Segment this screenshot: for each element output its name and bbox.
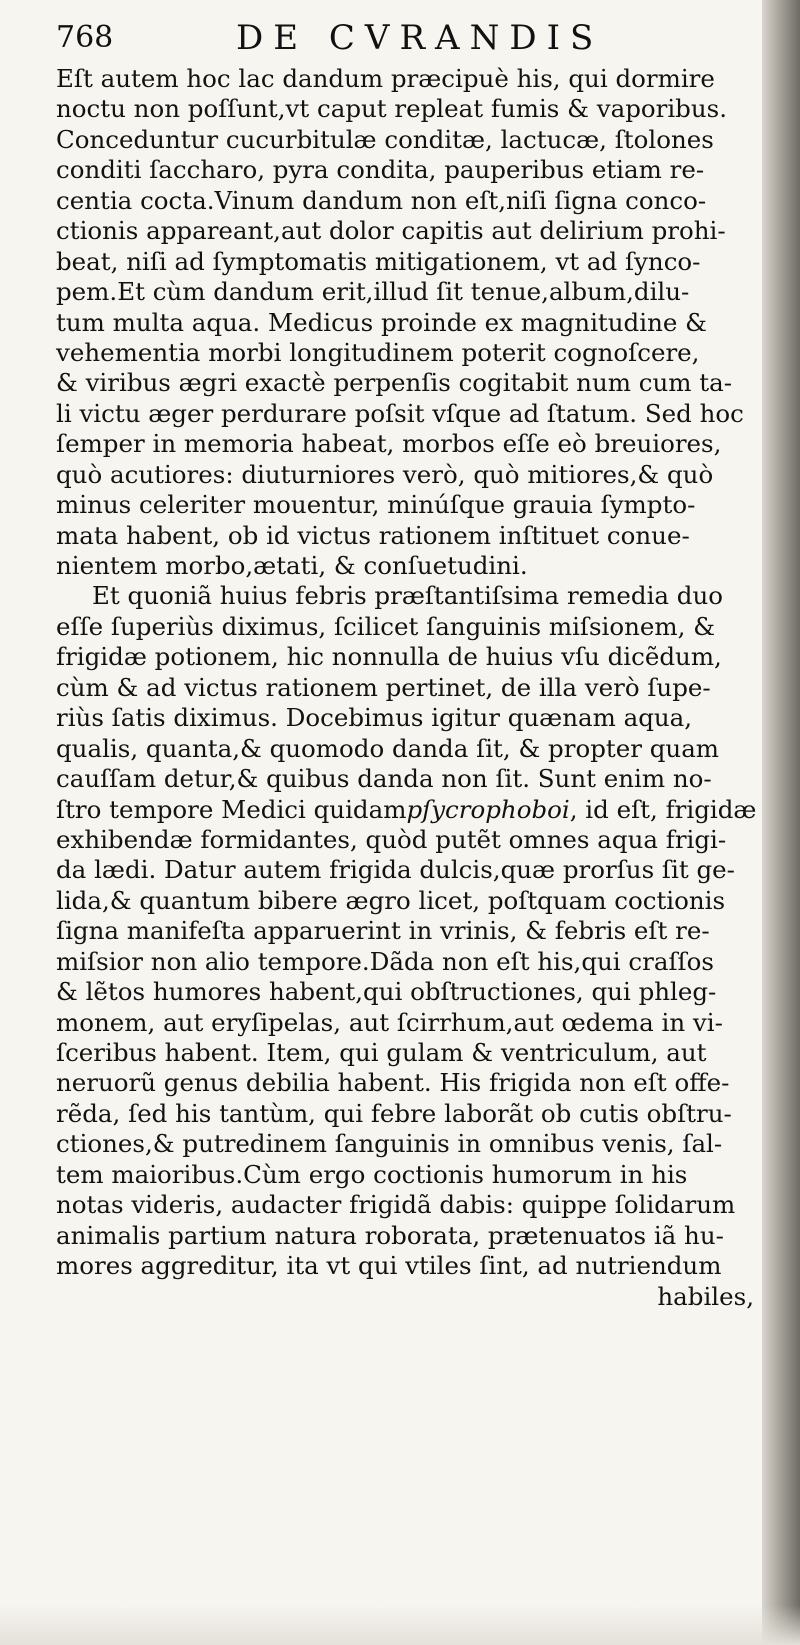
text-line: pem.Et cùm dandum erit,illud ſit tenue,album,dilu- [56, 277, 690, 307]
text-line: frigidæ potionem, hic nonnulla de huius vſu dicẽdum, [56, 642, 722, 672]
text-line: & viribus ægri exactè perpenſis cogitabit num cum ta- [56, 368, 733, 398]
text-line: rẽda, ſed his tantùm, qui febre laborãt ob cutis obſtru- [56, 1098, 732, 1128]
text-line: mores aggreditur, ita vt qui vtiles ſint, ad nutriendum [56, 1251, 722, 1281]
text-line: cauſſam detur,& quibus danda non ſit. Sunt enim no- [56, 764, 712, 794]
text-line: nientem morbo,ætati, & conſuetudini. [56, 551, 528, 580]
text-line: beat, niſi ad ſymptomatis mitigationem, vt ad ſynco- [56, 246, 701, 276]
text-line: tum multa aqua. Medicus proinde ex magnitudine & [56, 307, 707, 337]
text-line: monem, aut eryſipelas, aut ſcirrhum,aut œdema in vi- [56, 1007, 723, 1037]
text-line: minus celeriter mouentur, minúſque grauia ſympto- [56, 490, 696, 520]
text-line: conditi ſaccharo, pyra condita, pauperibus etiam re- [56, 155, 705, 185]
text-line: mata habent, ob id victus rationem inſtituet conue- [56, 520, 690, 550]
text-line: Conceduntur cucurbitulæ conditæ, lactucæ, ſtolones [56, 124, 714, 154]
text-line-tail: , id eſt, frigidæ [569, 794, 757, 824]
text-line: eſſe ſuperiùs diximus, ſcilicet ſanguinis miſsionem, & [56, 611, 716, 641]
paragraph-first-line: Et quoniã huius febris præſtantiſsima remedia duo [92, 581, 724, 611]
text-line: animalis partium natura roborata, prætenuatos iã hu- [56, 1220, 724, 1250]
text-line: Eſt autem hoc lac dandum præcipuè his, qui dormire [56, 64, 715, 93]
text-line-with-greek-term [56, 795, 768, 825]
body-text [56, 64, 768, 1312]
text-line-head: ſtro tempore Medici quidam [56, 794, 407, 824]
text-line: lida,& quantum bibere ægro licet, poſtquam coctionis [56, 885, 726, 915]
text-line: li victu æger perdurare poſsit vſque ad ſtatum. Sed hoc [56, 398, 744, 428]
text-line: notas videris, audacter frigidã dabis: quippe ſolidarum [56, 1190, 736, 1220]
text-line: & lẽtos humores habent,qui obſtructiones, qui phleg- [56, 977, 717, 1007]
text-line: tem maioribus.Cùm ergo coctionis humorum in his [56, 1159, 688, 1189]
text-line: da lædi. Datur autem frigida dulcis,quæ prorſus ſit ge- [56, 855, 735, 885]
text-line: ſemper in memoria habeat, morbos eſſe eò breuiores, [56, 429, 722, 459]
text-line: exhibendæ formidantes, quòd putẽt omnes aqua frigi- [56, 824, 727, 854]
running-head [0, 18, 780, 58]
greek-term: pſycrophoboi [406, 794, 570, 824]
text-line: ctiones,& putredinem ſanguinis in omnibus venis, ſal- [56, 1129, 723, 1159]
text-line: vehementia morbi longitudinem poterit cognoſcere, [56, 337, 700, 367]
text-line: miſsior non alio tempore.Dãda non eſt his,qui craſſos [56, 946, 714, 976]
text-line: cùm & ad victus rationem pertinet, de illa verò ſupe- [56, 672, 711, 702]
text-line: riùs ſatis diximus. Docebimus igitur quænam aqua, [56, 703, 693, 733]
text-line: quò acutiores: diuturniores verò, quò mitiores,& quò [56, 459, 714, 489]
catchword-line: habiles, [657, 1281, 754, 1311]
text-line: ſigna manifeſta apparuerint in vrinis, & febris eſt re- [56, 916, 710, 946]
page-bottom-shadow [0, 1605, 800, 1645]
text-line: ſceribus habent. Item, qui gulam & ventriculum, aut [56, 1038, 707, 1067]
text-line: centia cocta.Vinum dandum non eſt,niſi ſigna conco- [56, 185, 707, 215]
text-line: noctu non poſſunt,vt caput repleat fumis & vaporibus. [56, 94, 728, 124]
text-line: ctionis appareant,aut dolor capitis aut delirium prohi- [56, 216, 726, 246]
running-title: DE CVRANDIS [236, 18, 604, 58]
text-line: neruorũ genus debilia habent. His frigida non eſt offe- [56, 1068, 730, 1098]
page-number: 768 [56, 20, 114, 55]
text-line: qualis, quanta,& quomodo danda ſit, & propter quam [56, 733, 720, 763]
